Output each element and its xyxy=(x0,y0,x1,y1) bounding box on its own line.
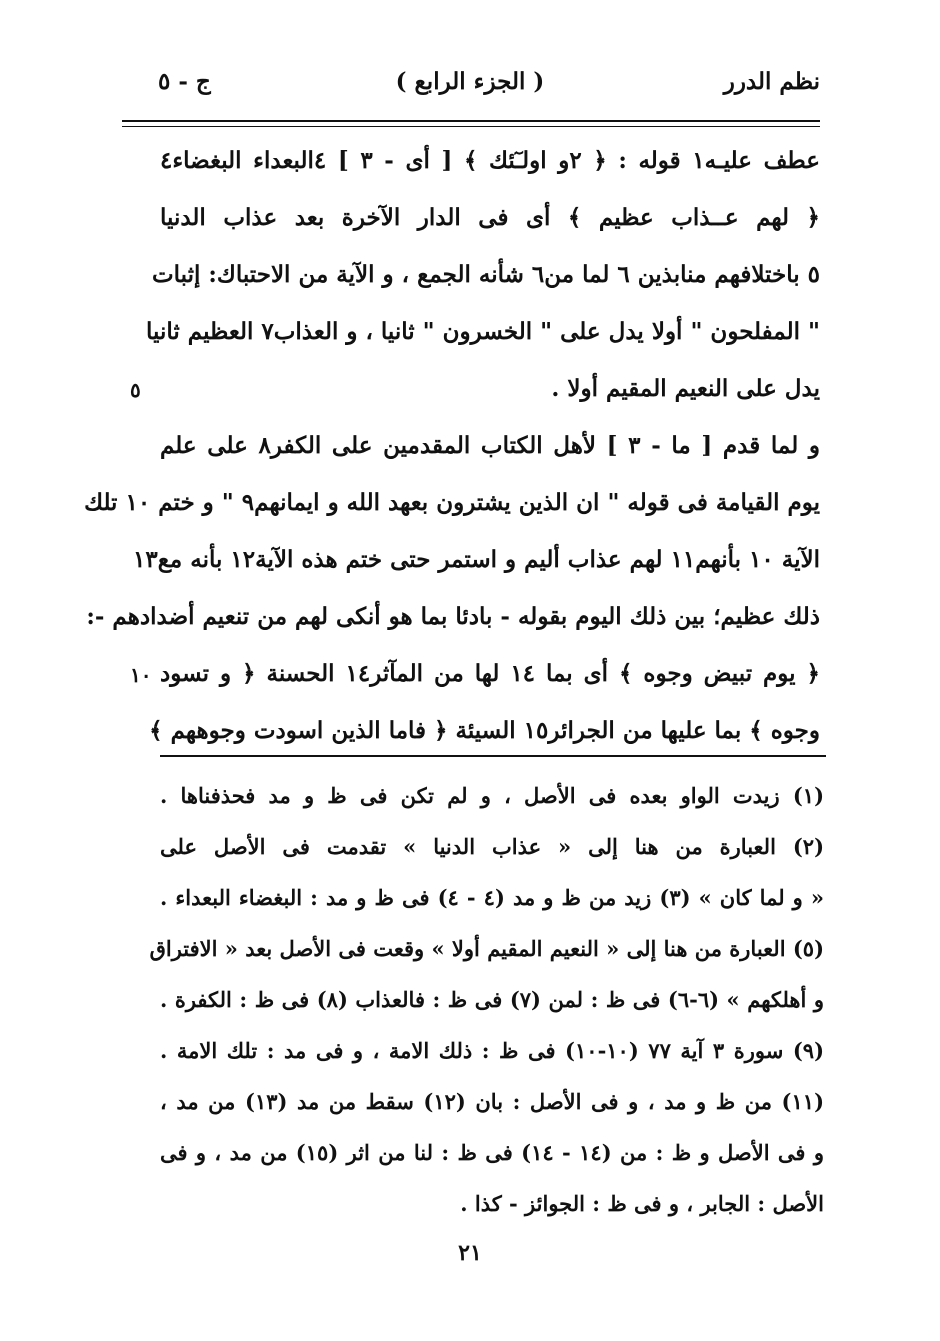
footnotes xyxy=(149,770,825,1229)
footnote-line: و أهلكهم » (٦-٦) فى ظ : لمن (٧) فى ظ : فالعذاب (٨) فى ظ : الكفرة . xyxy=(160,987,824,1012)
text-line: ﴿ يوم تبيض وجوه ﴾ أى بما ١٤ لها من المآثر١٤ الحسنة ﴿ و تسود xyxy=(160,660,820,687)
book-title: نظم الدرر xyxy=(723,68,820,95)
footnote-line: الأصل : الجابر ، و فى ظ : الجوائز - كذا . xyxy=(460,1191,824,1216)
footnote-line: (٩) سورة ٣ آية ٧٧ (١٠-١٠) فى ظ : ذلك الامة ، و فى مد : تلك الامة . xyxy=(160,1038,825,1063)
text-line: عطف عليـه١ قوله : ﴿ ٢و اولـٓئك ﴾ [ أى - ٣ ] ٤البعداء البغضاء٤ xyxy=(160,147,820,174)
header-rule-thin xyxy=(122,126,820,127)
footnote-rule xyxy=(160,755,826,757)
main-text xyxy=(84,132,820,759)
text-line: يوم القيامة فى قوله " ان الذين يشترون بعهد الله و ايمانهم٩ " و ختم ١٠ تلك xyxy=(84,489,820,516)
footnote-line: (٥) العبارة من هنا إلى « النعيم المقيم أولا » وقعت فى الأصل بعد « الافتراق xyxy=(149,936,824,961)
page-number: ٢١ xyxy=(458,1240,482,1266)
line-number-5: ٥ xyxy=(130,378,141,402)
volume-label: ج - ٥ xyxy=(158,68,211,95)
text-line: يدل على النعيم المقيم أولا . xyxy=(551,375,820,402)
text-line: " المفلحون " أولا يدل على " الخسرون " ثانيا ، و العذاب٧ العظيم ثانيا xyxy=(146,318,820,345)
text-line: الآية ١٠ بأنهم١١ لهم عذاب أليم و استمر حتى ختم هذه الآية١٢ بأنه مع١٣ xyxy=(132,546,820,573)
part-label: ( الجزء الرابع ) xyxy=(395,68,545,95)
text-line: ذلك عظيم؛ بين ذلك اليوم بقوله - بادئا بما هو أنكى لهم من تنعيم أضدادهم -: xyxy=(86,603,820,630)
header-rule-thick xyxy=(122,120,820,122)
text-line: و لما قدم [ ما - ٣ ] لأهل الكتاب المقدمين على الكفر٨ على علم xyxy=(160,432,820,459)
text-line: ﴿ لهم عــذاب عظيم ﴾ أى فى الدار الآخرة بعد عذاب الدنيا xyxy=(160,204,820,231)
footnote-line: « و لما كان » (٣) زيد من ظ و مد (٤ - ٤) فى ظ و مد : البغضاء البعداء . xyxy=(160,885,825,910)
footnote-line: (١) زيدت الواو بعده فى الأصل ، و لم تكن فى ظ و مد فحذفناها . xyxy=(160,783,824,808)
footnote-line: و فى الأصل و ظ : من (١٤ - ١٤) فى ظ : لنا من اثر (١٥) من مد ، و فى xyxy=(160,1140,824,1165)
text-line: ٥ باختلافهم منابذين ٦ لما من٦ شأنه الجمع ، و الآية من الاحتباك: إثبات xyxy=(151,261,820,288)
running-header xyxy=(120,62,820,106)
footnote-line: (١١) من ظ و مد ، و فى الأصل : بان (١٢) سقط من مد (١٣) من مد ، xyxy=(160,1089,824,1114)
footnote-line: (٢) العبارة من هنا إلى « عذاب الدنيا » تقدمت فى الأصل على xyxy=(160,834,824,859)
line-number-10: ١٠ xyxy=(130,663,152,687)
text-line: وجوه ﴾ بما عليها من الجرائر١٥ السيئة ﴿ فاما الذين اسودت وجوههم ﴾ xyxy=(149,717,820,744)
